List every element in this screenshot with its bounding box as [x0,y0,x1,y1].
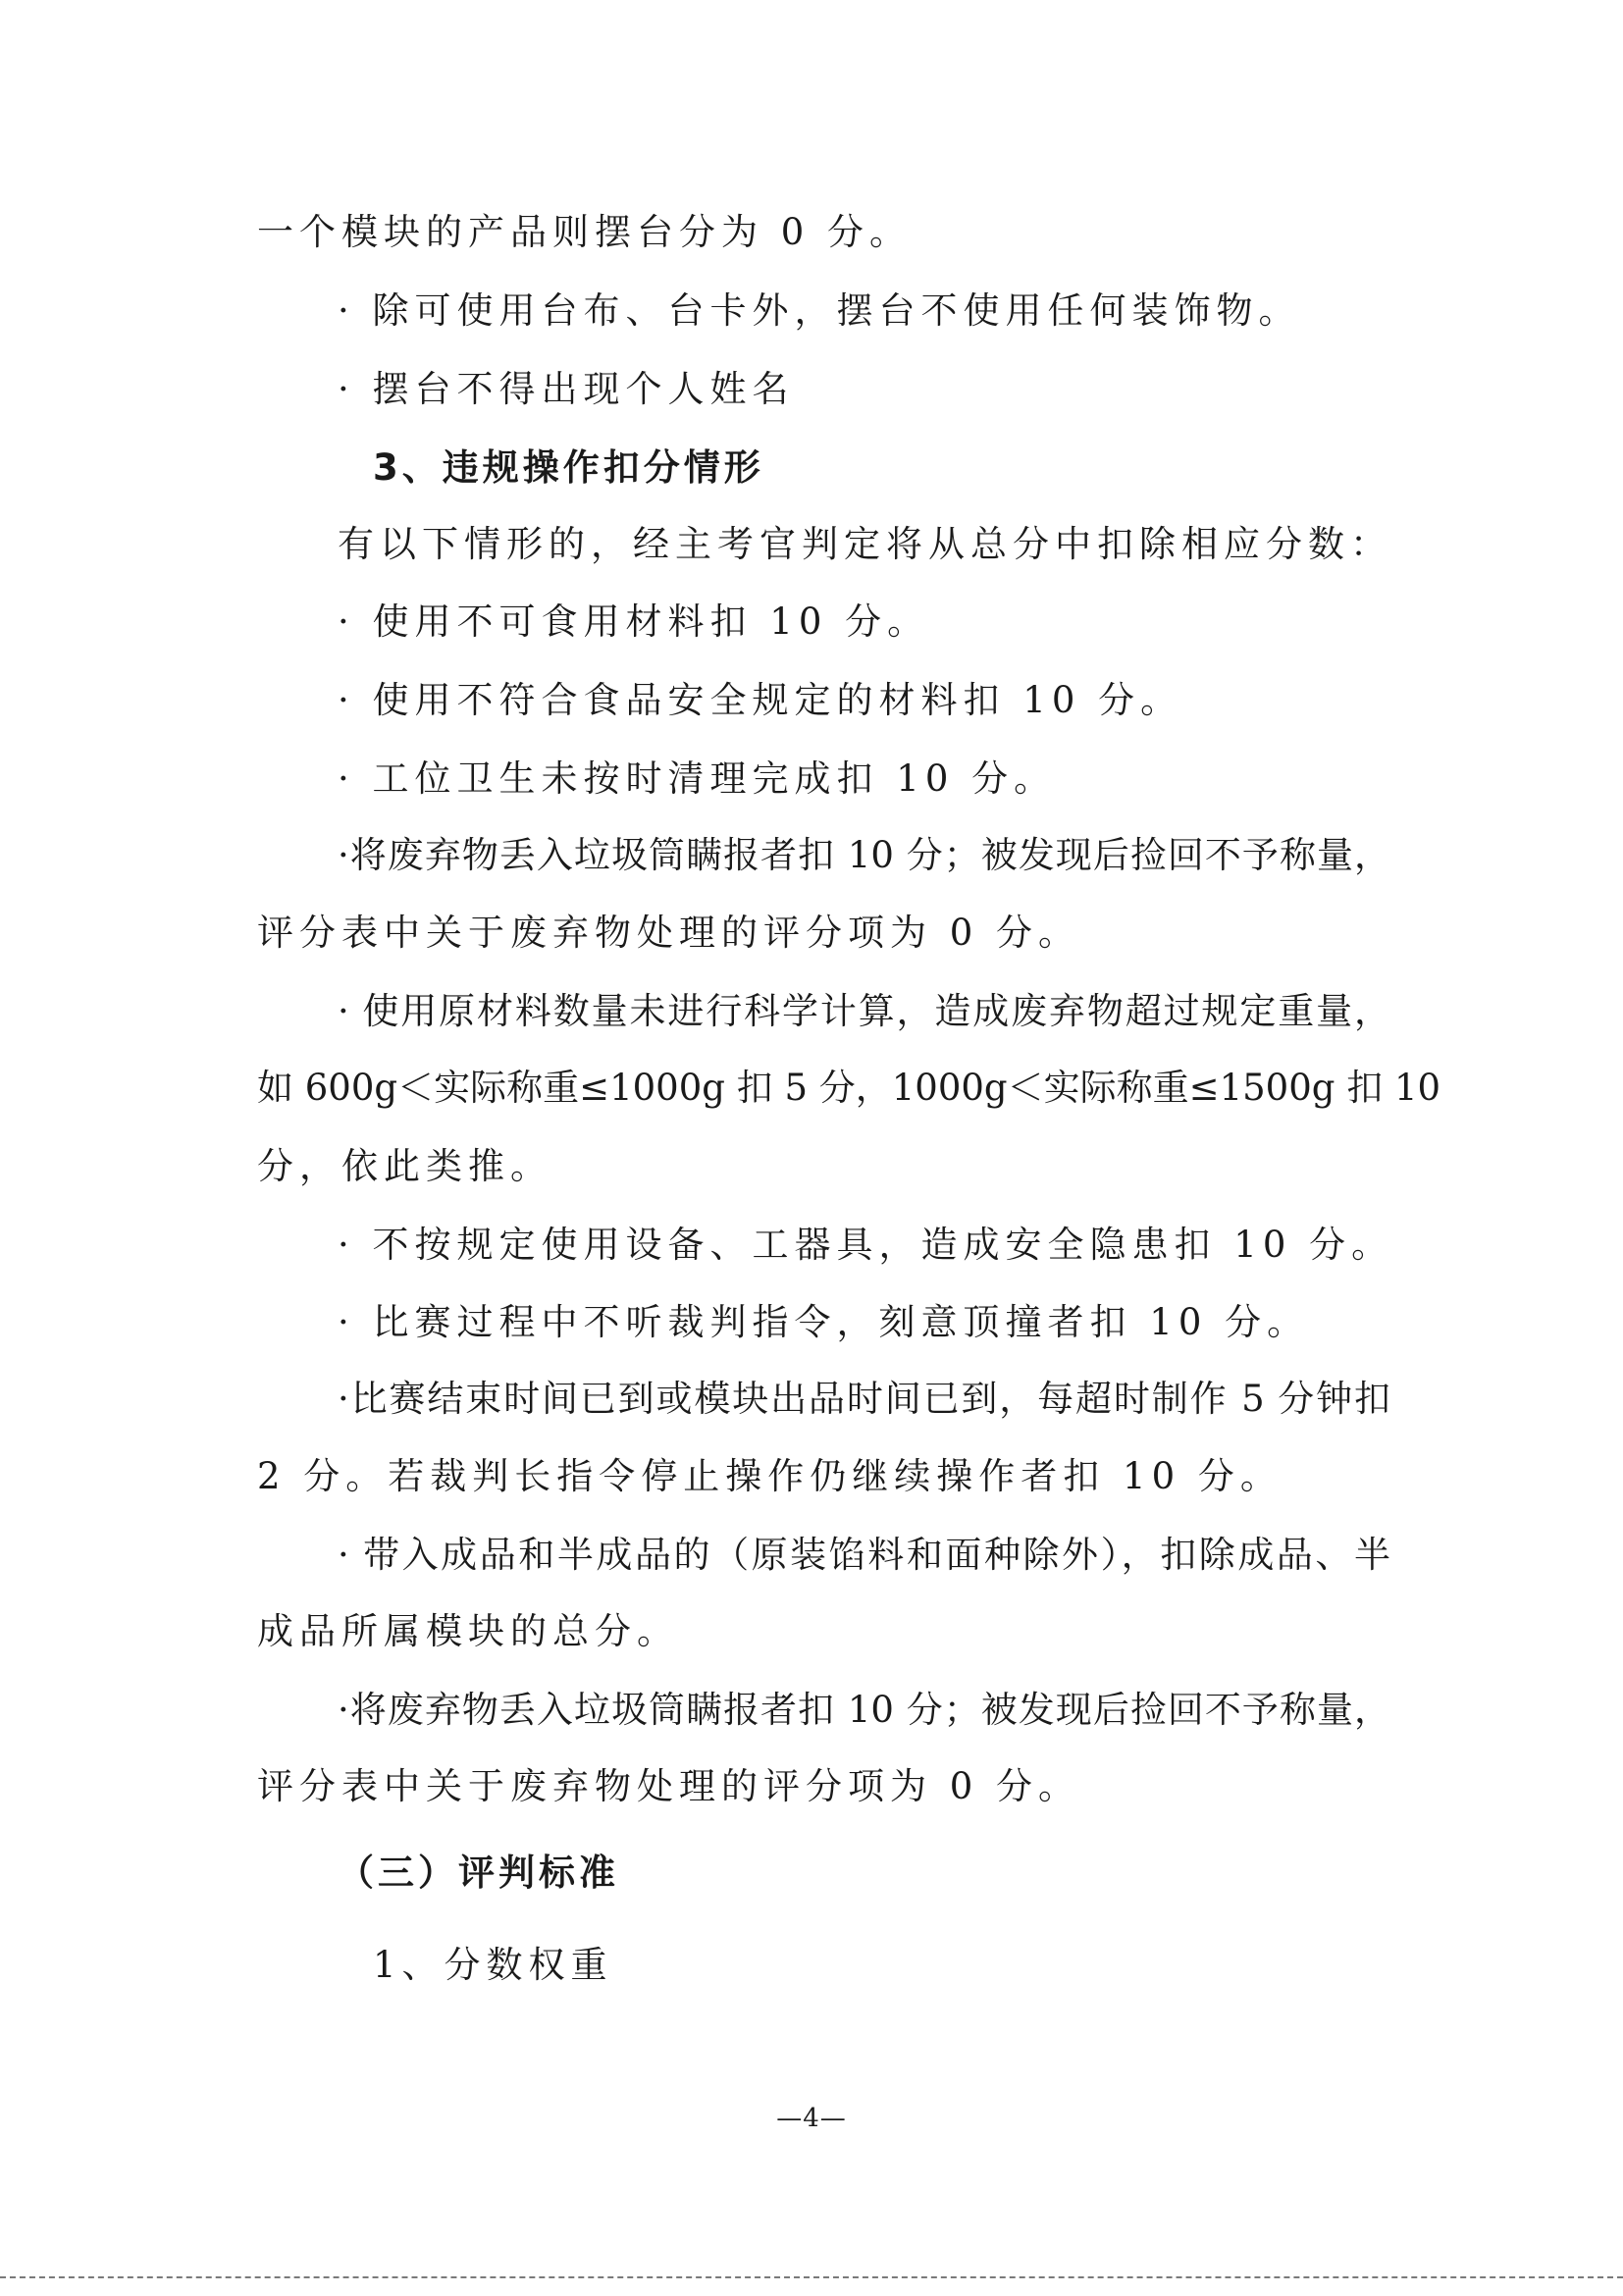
bullet-line-3: · 摆台不得出现个人姓名 [338,368,795,410]
bullet-line-7: · 使用不符合食品安全规定的材料扣 10 分。 [338,679,1183,721]
text-line-12: 如 600g＜实际称重≤1000g 扣 5 分，1000g＜实际称重≤1500g 扣 10 [257,1067,1441,1109]
text-line-10: 评分表中关于废弃物处理的评分项为 0 分。 [257,912,1081,954]
intro-line: 有以下情形的，经主考官判定将从总分中扣除相应分数： [338,523,1392,565]
bullet-line-16: ·比赛结束时间已到或模块出品时间已到，每超时制作 5 分钟扣 [338,1378,1390,1420]
text-line-17: 2 分。若裁判长指令停止操作仍继续操作者扣 10 分。 [257,1455,1283,1497]
bullet-line-14: · 不按规定使用设备、工器具，造成安全隐患扣 10 分。 [338,1224,1394,1266]
scan-edge-divider [0,2276,1623,2278]
bullet-line-18: · 带入成品和半成品的（原装馅料和面种除外），扣除成品、半 [338,1534,1390,1576]
bullet-line-11: · 使用原材料数量未进行科学计算，造成废弃物超过规定重量， [338,990,1390,1032]
section-heading-criteria: （三）评判标准 [338,1852,619,1894]
bullet-line-9: ·将废弃物丢入垃圾筒瞒报者扣 10 分；被发现后捡回不予称量， [338,834,1390,876]
subsection-heading-weights: 1、分数权重 [373,1944,613,1986]
text-line-1: 一个模块的产品则摆台分为 0 分。 [257,211,913,253]
bullet-line-6: · 使用不可食用材料扣 10 分。 [338,600,930,643]
bullet-line-8: · 工位卫生未按时清理完成扣 10 分。 [338,757,1057,800]
text-line-19: 成品所属模块的总分。 [257,1610,679,1652]
bullet-line-15: · 比赛过程中不听裁判指令，刻意顶撞者扣 10 分。 [338,1301,1310,1343]
text-line-21: 评分表中关于废弃物处理的评分项为 0 分。 [257,1765,1081,1807]
bullet-line-2: · 除可使用台布、台卡外，摆台不使用任何装饰物。 [338,289,1301,332]
section-heading-violations: 3、违规操作扣分情形 [373,446,764,489]
page-number: —4— [776,2104,847,2133]
text-line-13: 分，依此类推。 [257,1145,552,1187]
bullet-line-20: ·将废弃物丢入垃圾筒瞒报者扣 10 分；被发现后捡回不予称量， [338,1689,1390,1731]
